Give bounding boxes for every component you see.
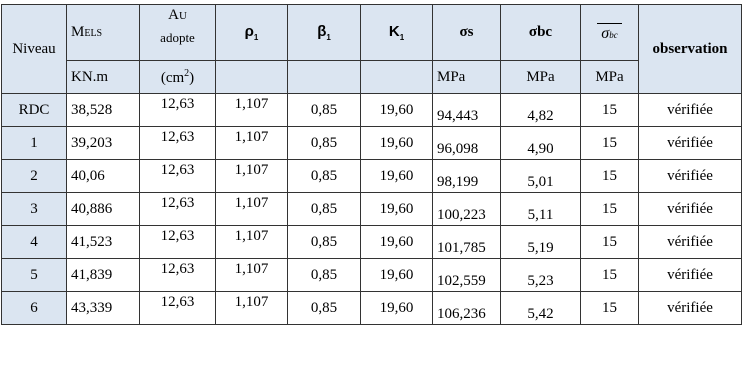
- sigma-bar-cell: 15: [581, 160, 639, 193]
- niveau-label: Niveau: [12, 40, 56, 57]
- rho-cell: 1,107: [216, 160, 288, 193]
- unit-beta: [288, 61, 361, 94]
- sigma-bar-cell: 15: [581, 292, 639, 325]
- rho-cell: 1,107: [216, 226, 288, 259]
- table-row: [2, 226, 742, 259]
- sigma-bar-cell: 15: [581, 259, 639, 292]
- beta-cell: 0,85: [288, 259, 361, 292]
- data-rows: [2, 94, 742, 325]
- unit-row: [2, 61, 742, 94]
- table-row: [2, 193, 742, 226]
- beta-cell: 0,85: [288, 226, 361, 259]
- niveau-cell: 1: [2, 127, 67, 160]
- unit-au: $(cm^2)$: [140, 61, 216, 94]
- unit-sigma-bar: MPa: [581, 61, 639, 94]
- au-cell: 12,63: [140, 94, 216, 127]
- unit-rho: [216, 61, 288, 94]
- sigma-bc-cell: 4,90: [501, 127, 581, 160]
- k-cell: 19,60: [361, 94, 433, 127]
- header-sigma-bar: [581, 5, 639, 61]
- rho-cell: 1,107: [216, 127, 288, 160]
- mels-cell: 41,839: [67, 259, 140, 292]
- observation-cell: vérifiée: [639, 259, 742, 292]
- sigma-bc-cell: 5,01: [501, 160, 581, 193]
- sigma-bc-cell: 5,11: [501, 193, 581, 226]
- beta-cell: 0,85: [288, 292, 361, 325]
- mels-cell: 43,339: [67, 292, 140, 325]
- unit-sigma-s: MPa: [433, 61, 501, 94]
- au-cell: 12,63: [140, 226, 216, 259]
- unit-mels: KN.m: [67, 61, 140, 94]
- sigma-bc-cell: 5,19: [501, 226, 581, 259]
- sigma-s-cell: 98,199: [433, 160, 501, 193]
- header-rho: $\rho_1$: [216, 5, 288, 61]
- niveau-cell: 5: [2, 259, 67, 292]
- au-cell: 12,63: [140, 127, 216, 160]
- sigma-s-cell: 102,559: [433, 259, 501, 292]
- header-sigma-bc: σbc: [501, 5, 581, 61]
- au-label: AU: [168, 7, 187, 23]
- observation-cell: vérifiée: [639, 160, 742, 193]
- mels-cell: 40,06: [67, 160, 140, 193]
- observation-cell: vérifiée: [639, 193, 742, 226]
- k-cell: 19,60: [361, 160, 433, 193]
- sigma-bar-cell: 15: [581, 226, 639, 259]
- rho-cell: 1,107: [216, 193, 288, 226]
- beta-cell: 0,85: [288, 127, 361, 160]
- observation-cell: vérifiée: [639, 292, 742, 325]
- k-cell: 19,60: [361, 193, 433, 226]
- k-cell: 19,60: [361, 259, 433, 292]
- header-sigma-s: σs: [433, 5, 501, 61]
- niveau-cell: 3: [2, 193, 67, 226]
- rho-cell: 1,107: [216, 259, 288, 292]
- header-row: [2, 5, 742, 61]
- beta-cell: 0,85: [288, 94, 361, 127]
- header-au: [140, 5, 216, 61]
- results-table: [1, 4, 742, 325]
- sigma-s-cell: 94,443: [433, 94, 501, 127]
- unit-k: [361, 61, 433, 94]
- sigma-s-cell: 96,098: [433, 127, 501, 160]
- header-beta: $\beta_1$: [288, 5, 361, 61]
- sigma-s-cell: 106,236: [433, 292, 501, 325]
- header-niveau: [2, 5, 67, 94]
- table-row: [2, 94, 742, 127]
- mels-cell: 41,523: [67, 226, 140, 259]
- rho-cell: 1,107: [216, 94, 288, 127]
- k-cell: 19,60: [361, 226, 433, 259]
- table-row: [2, 292, 742, 325]
- mels-cell: 39,203: [67, 127, 140, 160]
- beta-cell: 0,85: [288, 160, 361, 193]
- header-observation: observation: [639, 5, 742, 94]
- observation-cell: vérifiée: [639, 226, 742, 259]
- au-cell: 12,63: [140, 160, 216, 193]
- header-k: $K_1$: [361, 5, 433, 61]
- au-cell: 12,63: [140, 292, 216, 325]
- mels-cell: 40,886: [67, 193, 140, 226]
- observation-cell: vérifiée: [639, 94, 742, 127]
- au-adopte-label: adopte: [160, 30, 195, 45]
- sigma-s-cell: 100,223: [433, 193, 501, 226]
- mels-cell: 38,528: [67, 94, 140, 127]
- table-row: [2, 160, 742, 193]
- table-row: [2, 259, 742, 292]
- au-cell: 12,63: [140, 259, 216, 292]
- sigma-bar-cell: 15: [581, 193, 639, 226]
- niveau-cell: 6: [2, 292, 67, 325]
- sigma-bc-cell: 5,23: [501, 259, 581, 292]
- sigma-bar-cell: 15: [581, 94, 639, 127]
- sigma-bar-cell: 15: [581, 127, 639, 160]
- beta-cell: 0,85: [288, 193, 361, 226]
- niveau-cell: 4: [2, 226, 67, 259]
- rho-cell: 1,107: [216, 292, 288, 325]
- sigma-bc-cell: 5,42: [501, 292, 581, 325]
- mels-label: MELS: [71, 24, 103, 40]
- niveau-cell: RDC: [2, 94, 67, 127]
- sigma-s-cell: 101,785: [433, 226, 501, 259]
- sigma-bar-symbol: σbc: [597, 23, 621, 43]
- unit-sigma-bc: MPa: [501, 61, 581, 94]
- observation-cell: vérifiée: [639, 127, 742, 160]
- table-row: [2, 127, 742, 160]
- sigma-bc-cell: 4,82: [501, 94, 581, 127]
- k-cell: 19,60: [361, 292, 433, 325]
- k-cell: 19,60: [361, 127, 433, 160]
- header-mels: [67, 5, 140, 61]
- niveau-cell: 2: [2, 160, 67, 193]
- au-cell: 12,63: [140, 193, 216, 226]
